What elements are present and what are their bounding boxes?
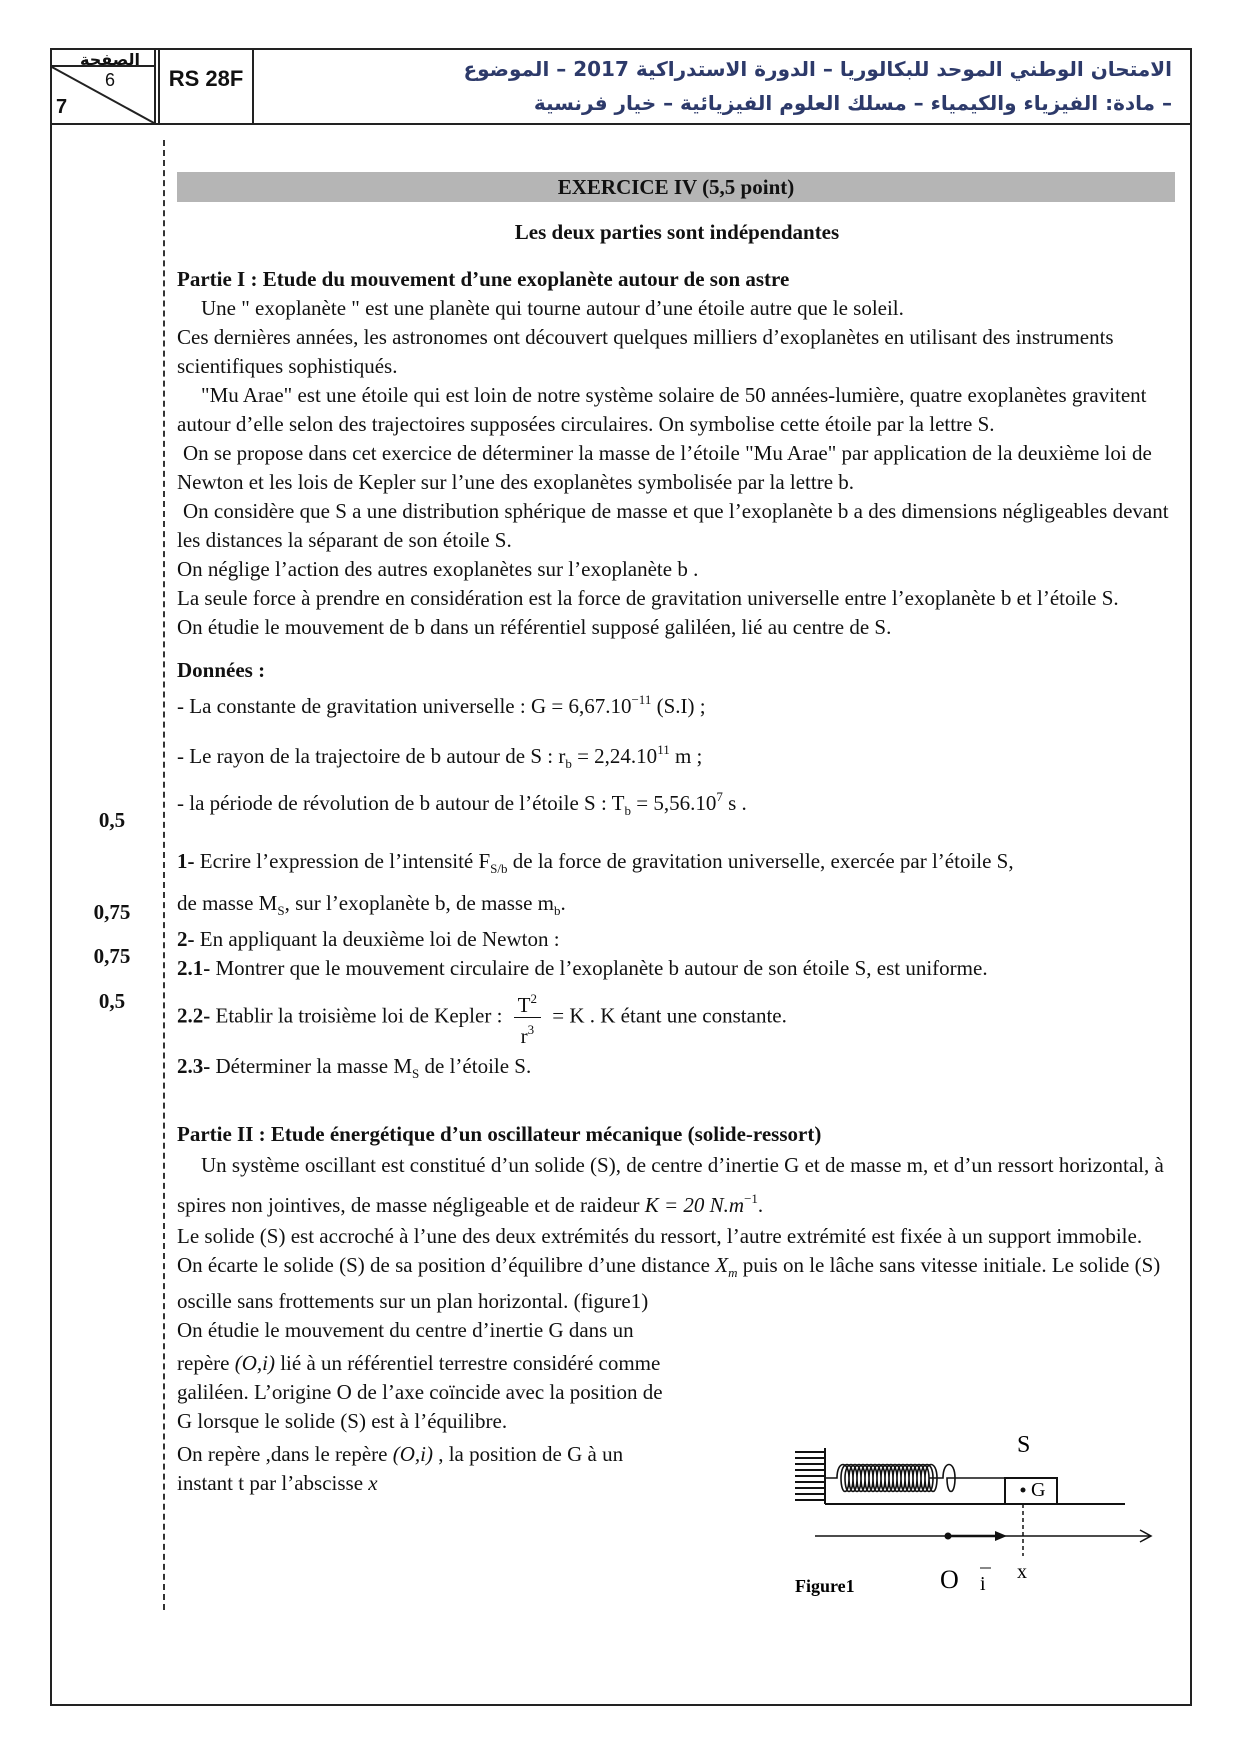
q23-text-b: de l’étoile S. bbox=[424, 1054, 532, 1078]
question-2 bbox=[177, 925, 1177, 954]
question-1-cont bbox=[177, 889, 1177, 925]
q2-text: En appliquant la deuxième loi de Newton : bbox=[199, 927, 560, 951]
kepler-t: T bbox=[517, 993, 531, 1017]
part2-p9 bbox=[177, 1469, 717, 1498]
part2-p8 bbox=[177, 1440, 717, 1469]
q1-number: 1- bbox=[177, 849, 195, 873]
part2-title: Partie II : Etude énergétique d’un oscillateur mécanique (solide-ressort) bbox=[177, 1122, 822, 1146]
donnee-g-unit: (S.I) ; bbox=[656, 694, 706, 718]
donnee-t-exp: 7 bbox=[716, 789, 723, 804]
donnees-title: Données : bbox=[177, 658, 266, 682]
part2-xm: X bbox=[715, 1253, 729, 1277]
part1-p7: La seule force à prendre en considération est la force de gravitation universelle entre l’exoplanète b et l’étoile S. bbox=[177, 586, 1119, 610]
part2-p3 bbox=[177, 1251, 1177, 1316]
part2-p8-b: , la position de G à un bbox=[438, 1442, 624, 1466]
part1-p2: Ces dernières années, les astronomes ont découvert quelques milliers d’exoplanètes en utilisant des instruments scientifiques sophistiqués. bbox=[177, 325, 1114, 378]
kepler-numerator bbox=[514, 987, 541, 1018]
unit-vector-arrow bbox=[995, 1531, 1007, 1541]
donnee-t bbox=[177, 782, 1177, 825]
donnee-t-unit: s . bbox=[728, 791, 747, 815]
kepler-denominator bbox=[514, 1018, 541, 1048]
part2-left-column bbox=[177, 1316, 717, 1498]
question-2-3 bbox=[177, 1052, 1177, 1088]
exercise-content bbox=[177, 172, 1177, 1498]
center-of-inertia-dot bbox=[1021, 1488, 1026, 1493]
part2-p1-end: . bbox=[757, 1193, 764, 1217]
q1-sub: S/b bbox=[490, 861, 508, 876]
part2-p6: galiléen. L’origine O de l’axe coïncide avec la position de bbox=[177, 1380, 663, 1404]
part1-p3: "Mu Arae" est une étoile qui est loin de notre système solaire de 50 années-lumière, quatre exoplanètes gravitent autour d’elle selon des trajectoires supposées circulaires. On symbolise cette étoile par la lettre S. bbox=[177, 383, 1147, 436]
exam-title-line1: الامتحان الوطني الموحد للبكالوريا – الدورة الاستدراكية 2017 – الموضوع bbox=[463, 57, 1172, 81]
page-current: 6 bbox=[104, 70, 115, 90]
donnee-t-text: - la période de révolution de b autour de l’étoile S : T bbox=[177, 791, 625, 815]
q1-d-sub: b bbox=[553, 903, 561, 918]
part2-p3-b: puis on le lâche sans vitesse initiale. Le solide (S) oscille sans frottements sur un plan horizontal. (figure1) bbox=[177, 1253, 1161, 1313]
part2-p8-rep: (O,i) bbox=[392, 1442, 433, 1466]
donnee-r bbox=[177, 735, 1177, 778]
spring bbox=[825, 1465, 1005, 1492]
part1-p1: Une " exoplanète " est une planète qui tourne autour d’une étoile autre que le soleil. bbox=[201, 296, 904, 320]
q23-sub: S bbox=[412, 1066, 420, 1081]
q1-text-e: . bbox=[560, 891, 566, 915]
part2-k-exp: −1 bbox=[744, 1191, 758, 1206]
q2-number: 2- bbox=[177, 927, 195, 951]
kepler-fraction bbox=[514, 987, 541, 1048]
label-s: S bbox=[1017, 1432, 1031, 1458]
q21-number: 2.1- bbox=[177, 956, 211, 980]
exercise-subtitle: Les deux parties sont indépendantes bbox=[514, 220, 840, 244]
part2-p7: G lorsque le solide (S) est à l’équilibre. bbox=[177, 1409, 508, 1433]
exam-code: RS 28F bbox=[168, 66, 244, 91]
mark-q23: 0,5 bbox=[98, 989, 126, 1013]
label-i: i bbox=[980, 1573, 986, 1595]
page-total: 7 bbox=[56, 96, 68, 118]
q22-text-a: Etablir la troisième loi de Kepler : bbox=[215, 1003, 503, 1028]
exam-title-line2: – مادة: الفيزياء والكيمياء – مسلك العلوم الفيزيائية – خيار فرنسية bbox=[533, 91, 1172, 115]
part2-p5-b: lié à un référentiel terrestre considéré comme bbox=[280, 1351, 661, 1375]
page-header bbox=[50, 48, 1192, 125]
donnee-g-text: - La constante de gravitation universelle : G bbox=[177, 694, 547, 718]
figure1-diagram bbox=[795, 1408, 1175, 1608]
donnee-r-text: - Le rayon de la trajectoire de b autour de S : r bbox=[177, 744, 566, 768]
label-g: G bbox=[1031, 1479, 1046, 1501]
donnee-t-val: = 5,56.10 bbox=[636, 791, 717, 815]
part2-p2: Le solide (S) est accroché à l’une des deux extrémités du ressort, l’autre extrémité est fixée à un support immobile. bbox=[177, 1224, 1143, 1248]
mark-q1: 0,5 bbox=[98, 808, 126, 832]
part1-p5: On considère que S a une distribution sphérique de masse et que l’exoplanète b a des dimensions négligeables devant les distances la séparant de son étoile S. bbox=[177, 499, 1169, 552]
q23-number: 2.3- bbox=[177, 1054, 211, 1078]
exam-title bbox=[272, 52, 1172, 120]
part1-p6: On néglige l’action des autres exoplanètes sur l’exoplanète b . bbox=[177, 557, 699, 581]
part2-p5-rep: (O,i) bbox=[234, 1351, 275, 1375]
q1-c-sub: S bbox=[277, 903, 285, 918]
donnee-r-exp: 11 bbox=[657, 742, 670, 757]
part2-xm-sub: m bbox=[728, 1265, 738, 1280]
mark-q22: 0,75 bbox=[93, 944, 131, 968]
kepler-r: r bbox=[520, 1024, 528, 1048]
part2-p8-a: On repère ,dans le repère bbox=[177, 1442, 388, 1466]
part2-p9-a: instant t par l’abscisse bbox=[177, 1471, 364, 1495]
donnee-g bbox=[177, 685, 1177, 721]
part2-p4: On étudie le mouvement du centre d’inertie G dans un bbox=[177, 1318, 634, 1342]
margin-dashed-line bbox=[163, 140, 165, 1610]
q1-text-b: de la force de gravitation universelle, exercée par l’étoile S, bbox=[512, 849, 1014, 873]
donnee-g-exp: −11 bbox=[631, 692, 652, 707]
q1-text-d: , sur l’exoplanète b, de masse m bbox=[284, 891, 554, 915]
q23-text-a: Déterminer la masse M bbox=[215, 1054, 413, 1078]
part2-p1 bbox=[177, 1149, 1177, 1222]
part2-p1-text: Un système oscillant est constitué d’un solide (S), de centre d’inertie G et de masse m, et d’un ressort horizontal, à spires non jointives, de masse négligeable et de raideur bbox=[177, 1153, 1164, 1217]
q22-number: 2.2- bbox=[177, 1003, 211, 1028]
exercise-title: EXERCICE IV (5,5 point) bbox=[177, 172, 1175, 202]
q22-text-b: = K . K étant une constante. bbox=[552, 1003, 787, 1028]
page-label: الصفحة bbox=[79, 50, 140, 69]
mark-q21: 0,75 bbox=[93, 900, 131, 924]
question-2-2 bbox=[177, 987, 1177, 1048]
figure-label: Figure1 bbox=[795, 1576, 855, 1596]
label-x: x bbox=[1017, 1561, 1027, 1583]
kepler-r-exp: 3 bbox=[527, 1022, 535, 1037]
wall-support bbox=[795, 1448, 825, 1504]
q1-text-a: Ecrire l’expression de l’intensité F bbox=[199, 849, 491, 873]
q1-text-c: de masse M bbox=[177, 891, 278, 915]
part1-p8: On étudie le mouvement de b dans un référentiel supposé galiléen, lié au centre de S. bbox=[177, 615, 892, 639]
part1-p4: On se propose dans cet exercice de déterminer la masse de l’étoile "Mu Arae" par application de la deuxième loi de Newton et les lois de Kepler sur l’une des exoplanètes symbolisée par la lettre b. bbox=[177, 441, 1152, 494]
donnee-t-sub: b bbox=[624, 803, 631, 818]
page-number-box bbox=[50, 48, 156, 123]
label-o: O bbox=[940, 1565, 959, 1594]
part1-title: Partie I : Etude du mouvement d’une exoplanète autour de son astre bbox=[177, 267, 790, 291]
exam-code-box bbox=[158, 48, 254, 123]
donnee-r-val: = 2,24.10 bbox=[577, 744, 658, 768]
donnee-r-unit: m ; bbox=[674, 744, 703, 768]
part2-p9-x: x bbox=[368, 1471, 378, 1495]
part2-p5 bbox=[177, 1349, 717, 1378]
question-2-1 bbox=[177, 954, 1177, 983]
part2-p5-a: repère bbox=[177, 1351, 230, 1375]
donnee-g-val: = 6,67.10 bbox=[551, 694, 632, 718]
q21-text: Montrer que le mouvement circulaire de l’exoplanète b autour de son étoile S, est uniforme. bbox=[215, 956, 988, 980]
part2-k-value: K = 20 N.m bbox=[644, 1193, 745, 1217]
part2-p3-a: On écarte le solide (S) de sa position d’équilibre d’une distance bbox=[177, 1253, 710, 1277]
question-1 bbox=[177, 847, 1177, 883]
donnee-r-sub: b bbox=[565, 756, 572, 771]
kepler-t-exp: 2 bbox=[530, 991, 537, 1006]
